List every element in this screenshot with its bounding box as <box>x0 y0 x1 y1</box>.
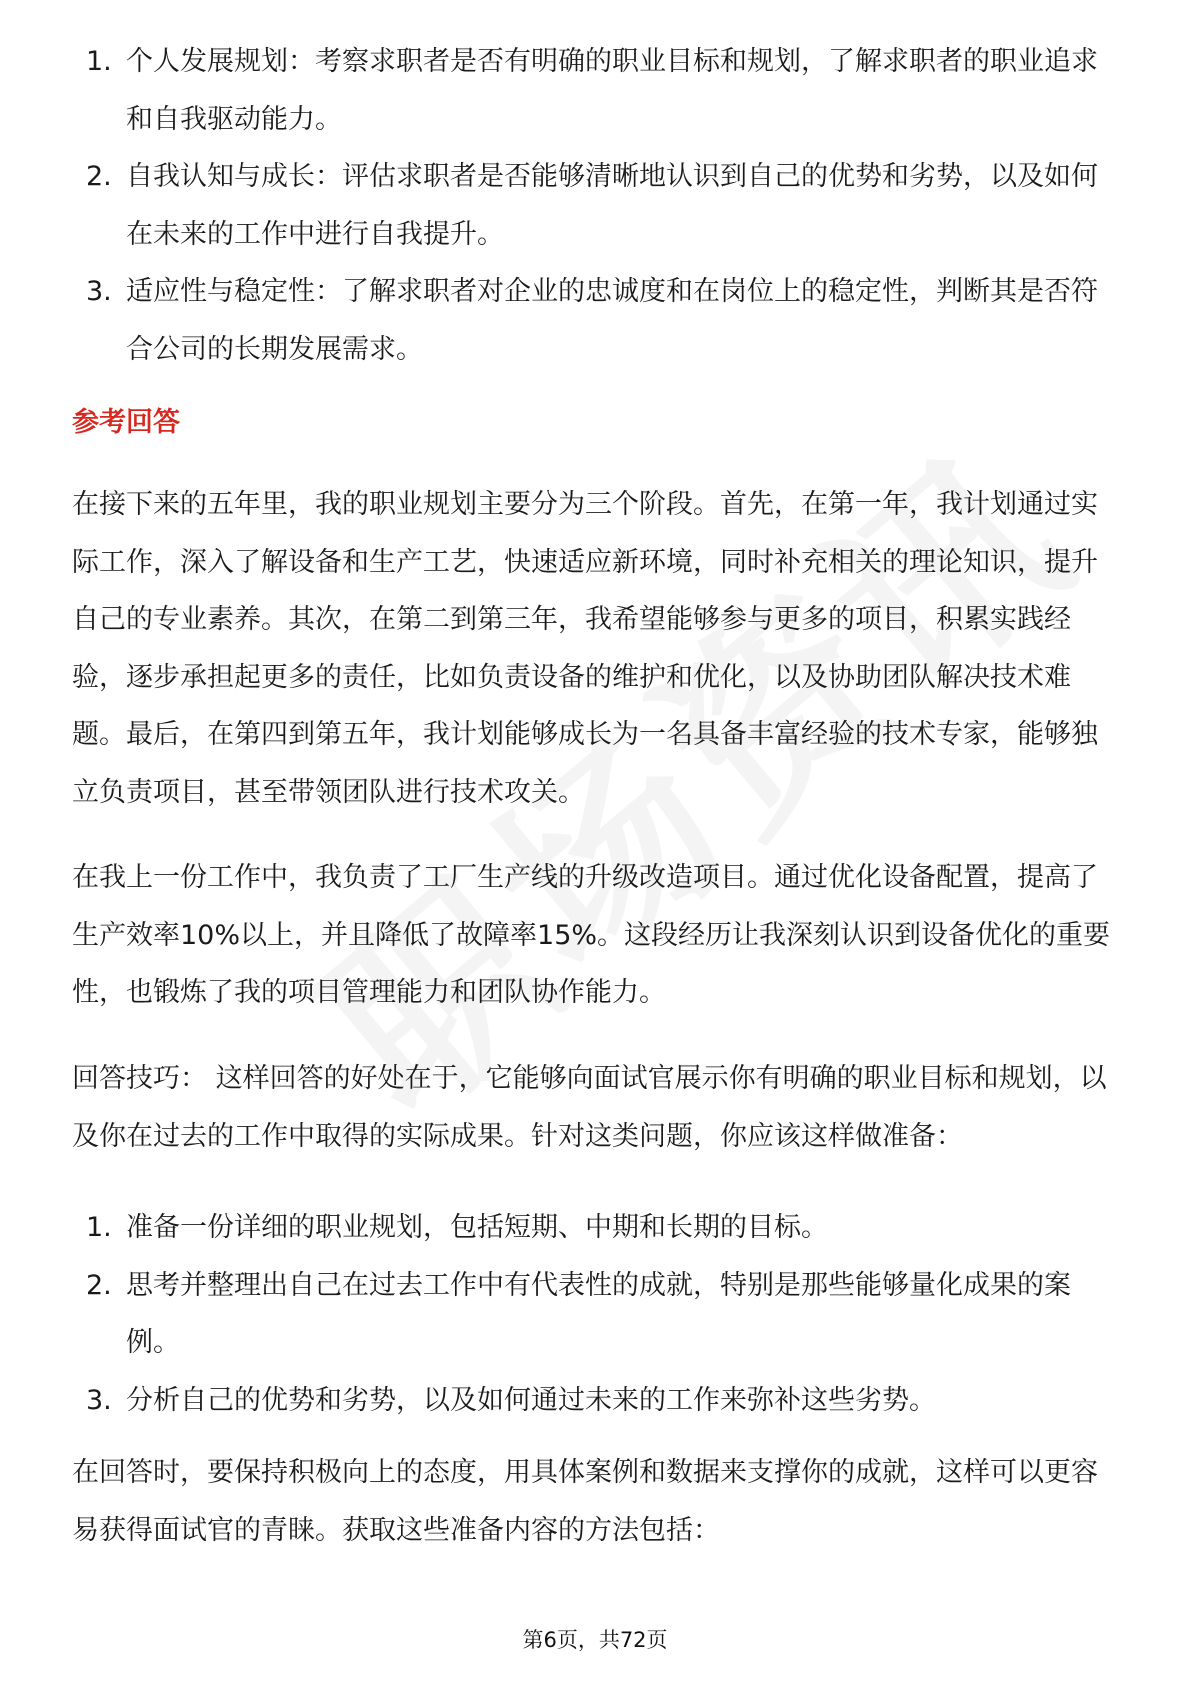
experience-paragraph: 在我上一份工作中，我负责了工厂生产线的升级改造项目。通过优化设备配置，提高了生产效率10%以上，并且降低了故障率15%。这段经历让我深刻认识到设备优化的重要性，也锻炼了我的项目管理能力和团队协作能力。 <box>72 862 1111 1008</box>
list-item <box>72 263 1118 378</box>
tips-paragraph: 回答技巧： 这样回答的好处在于，它能够向面试官展示你有明确的职业目标和规划，以及你在过去的工作中取得的实际成果。针对这类问题，你应该这样做准备： <box>72 1063 1107 1152</box>
list-item <box>72 1372 1118 1430</box>
list-number: 1. <box>86 46 112 77</box>
closing-paragraph: 在回答时，要保持积极向上的态度，用具体案例和数据来支撑你的成就，这样可以更容易获得面试官的青睐。获取这些准备内容的方法包括： <box>72 1457 1098 1546</box>
list-number: 3. <box>86 276 112 307</box>
list-item <box>72 1257 1118 1372</box>
answer-paragraph: 在接下来的五年里，我的职业规划主要分为三个阶段。首先，在第一年，我计划通过实际工作，深入了解设备和生产工艺，快速适应新环境，同时补充相关的理论知识，提升自己的专业素养。其次，在第二到第三年，我希望能够参与更多的项目，积累实践经验，逐步承担起更多的责任，比如负责设备的维护和优化，以及协助团队解决技术难题。最后，在第四到第五年，我计划能够成长为一名具备丰富经验的技术专家，能够独立负责项目，甚至带领团队进行技术攻关。 <box>72 489 1098 808</box>
list-item-text: 个人发展规划：考察求职者是否有明确的职业目标和规划，了解求职者的职业追求和自我驱动能力。 <box>126 46 1098 135</box>
section-heading: 参考回答 <box>72 407 180 438</box>
list-item-text: 思考并整理出自己在过去工作中有代表性的成就，特别是那些能够量化成果的案例。 <box>126 1269 1071 1358</box>
list-number: 2. <box>86 161 112 192</box>
list-item-text: 分析自己的优势和劣势，以及如何通过未来的工作来弥补这些劣势。 <box>126 1384 936 1416</box>
list-item-text: 适应性与稳定性：了解求职者对企业的忠诚度和在岗位上的稳定性，判断其是否符合公司的长期发展需求。 <box>126 276 1098 365</box>
preparation-list <box>72 1199 1118 1429</box>
page-number: 第6页，共72页 <box>522 1628 668 1652</box>
list-item-text: 准备一份详细的职业规划，包括短期、中期和长期的目标。 <box>126 1212 828 1243</box>
list-item <box>72 148 1118 263</box>
list-item <box>72 33 1118 148</box>
list-item-text: 自我认知与成长：评估求职者是否能够清晰地认识到自己的优势和劣势，以及如何在未来的工作中进行自我提升。 <box>126 161 1098 250</box>
criteria-list <box>72 33 1118 378</box>
list-number: 3. <box>86 1384 112 1416</box>
list-number: 2. <box>86 1269 112 1301</box>
list-number: 1. <box>86 1212 112 1243</box>
list-item <box>72 1199 1118 1257</box>
